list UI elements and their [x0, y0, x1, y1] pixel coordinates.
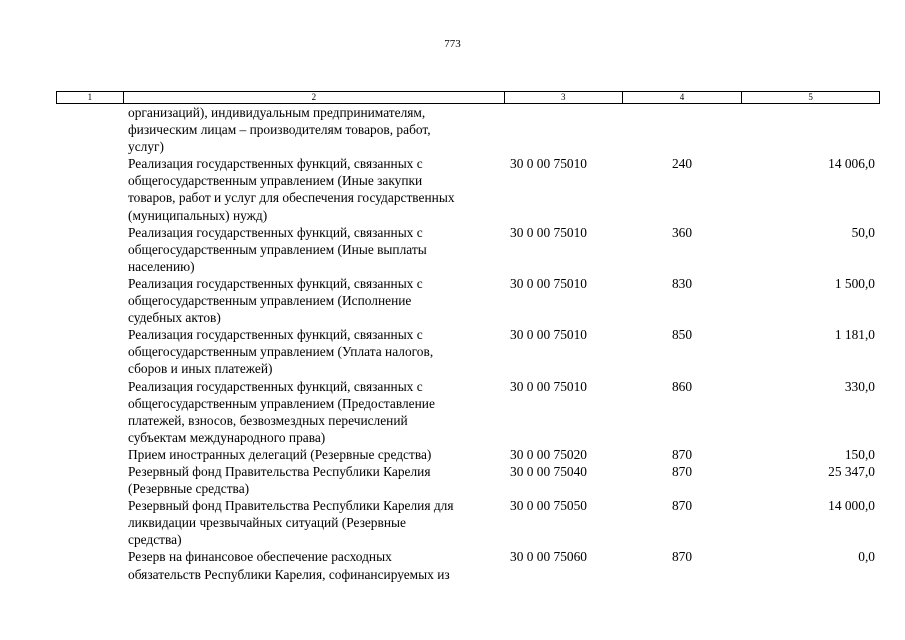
description-line: Прием иностранных делегаций (Резервные средства): [128, 446, 432, 462]
description-line: Реализация государственных функций, связанных с: [128, 224, 423, 240]
cell-description: [122, 497, 504, 548]
description-line: (Резервные средства): [128, 481, 250, 497]
description-line: ликвидации чрезвычайных ситуаций (Резервные: [128, 515, 406, 531]
table-row: [56, 104, 880, 155]
cell-description: [122, 463, 504, 497]
table-row: [56, 548, 880, 582]
description-line: средства): [128, 532, 182, 548]
cell-description: [122, 275, 504, 326]
cell-target-code: 30 0 00 75020: [510, 446, 587, 462]
table-row: [56, 378, 880, 446]
cell-index: [56, 463, 122, 497]
cell-target-code: 30 0 00 75010: [510, 378, 587, 394]
cell-index: [56, 548, 122, 582]
cell-target-code: [504, 104, 622, 155]
cell-amount: 0,0: [858, 549, 875, 565]
cell-amount: 1 181,0: [834, 327, 875, 343]
cell-index: [56, 155, 122, 223]
cell-target-code: 30 0 00 75010: [510, 224, 587, 240]
description-line: физическим лицам – производителям товаров, работ,: [128, 122, 431, 138]
cell-expense-type: 240: [671, 156, 693, 172]
description-line: товаров, работ и услуг для обеспечения государственных: [128, 190, 455, 206]
description-line: сборов и иных платежей): [128, 361, 273, 377]
description-line: общегосударственным управлением (Уплата налогов,: [128, 344, 434, 360]
cell-description: [122, 326, 504, 377]
cell-expense-type: [622, 104, 742, 155]
description-line: судебных актов): [128, 310, 221, 326]
cell-target-code: 30 0 00 75010: [510, 327, 587, 343]
column-header-1: 1: [87, 92, 93, 102]
cell-description: [122, 104, 504, 155]
table-header-row: [56, 91, 880, 104]
cell-amount: 330,0: [844, 378, 875, 394]
cell-expense-type: 870: [671, 498, 693, 514]
description-line: организаций), индивидуальным предпринимателям,: [128, 105, 426, 120]
cell-description: [122, 155, 504, 223]
description-line: услуг): [128, 139, 164, 155]
cell-description: [122, 224, 504, 275]
description-line: платежей, взносов, безвозмездных перечислений: [128, 412, 408, 428]
cell-index: [56, 446, 122, 463]
budget-table: [56, 91, 880, 583]
cell-description: [122, 548, 504, 582]
description-line: общегосударственным управлением (Исполнение: [128, 293, 412, 309]
description-line: Реализация государственных функций, связанных с: [128, 156, 423, 172]
description-line: Реализация государственных функций, связанных с: [128, 378, 423, 394]
description-line: общегосударственным управлением (Предоставление: [128, 395, 435, 411]
description-line: Резервный фонд Правительства Республики Карелия для: [128, 498, 454, 514]
description-line: населению): [128, 258, 195, 274]
column-header-2: 2: [123, 92, 504, 103]
description-line: общегосударственным управлением (Иные закупки: [128, 173, 423, 189]
cell-description: [122, 378, 504, 446]
column-header-4: 4: [622, 92, 742, 103]
cell-amount: [742, 104, 880, 155]
table-row: [56, 463, 880, 497]
cell-amount: 14 000,0: [828, 498, 875, 514]
description-line: субъектам международного права): [128, 429, 326, 445]
cell-target-code: 30 0 00 75060: [510, 549, 587, 565]
cell-target-code: 30 0 00 75050: [510, 498, 587, 514]
description-line: обязательств Республики Карелия, софинансируемых из: [128, 566, 450, 582]
description-line: (муниципальных) нужд): [128, 207, 268, 223]
cell-amount: 14 006,0: [828, 156, 875, 172]
page-number: 773: [444, 38, 461, 50]
table-row: [56, 326, 880, 377]
cell-amount: 150,0: [844, 446, 875, 462]
cell-expense-type: 870: [671, 549, 693, 565]
cell-expense-type: 870: [671, 463, 693, 479]
description-line: Реализация государственных функций, связанных с: [128, 275, 423, 291]
cell-index: [56, 326, 122, 377]
column-header-5: 5: [741, 92, 879, 103]
table-row: [56, 224, 880, 275]
cell-expense-type: 360: [671, 224, 693, 240]
cell-expense-type: 860: [671, 378, 693, 394]
description-line: Резерв на финансовое обеспечение расходных: [128, 549, 392, 565]
description-line: общегосударственным управлением (Иные выплаты: [128, 241, 427, 257]
description-line: Реализация государственных функций, связанных с: [128, 327, 423, 343]
description-line: Резервный фонд Правительства Республики Карелия: [128, 463, 431, 479]
table-row: [56, 275, 880, 326]
column-header-3: 3: [504, 92, 622, 103]
cell-index: [56, 497, 122, 548]
cell-index: [56, 275, 122, 326]
cell-amount: 50,0: [851, 224, 875, 240]
cell-target-code: 30 0 00 75010: [510, 275, 587, 291]
cell-expense-type: 830: [671, 275, 693, 291]
cell-index: [56, 224, 122, 275]
table-body: [56, 104, 880, 583]
cell-description: [122, 446, 504, 463]
table-row: [56, 497, 880, 548]
cell-index: [56, 378, 122, 446]
cell-amount: 1 500,0: [834, 275, 875, 291]
table-row: [56, 155, 880, 223]
cell-target-code: 30 0 00 75040: [510, 463, 587, 479]
cell-expense-type: 870: [671, 446, 693, 462]
cell-expense-type: 850: [671, 327, 693, 343]
cell-amount: 25 347,0: [828, 463, 875, 479]
cell-index: [56, 104, 122, 155]
table-row: [56, 446, 880, 463]
cell-target-code: 30 0 00 75010: [510, 156, 587, 172]
